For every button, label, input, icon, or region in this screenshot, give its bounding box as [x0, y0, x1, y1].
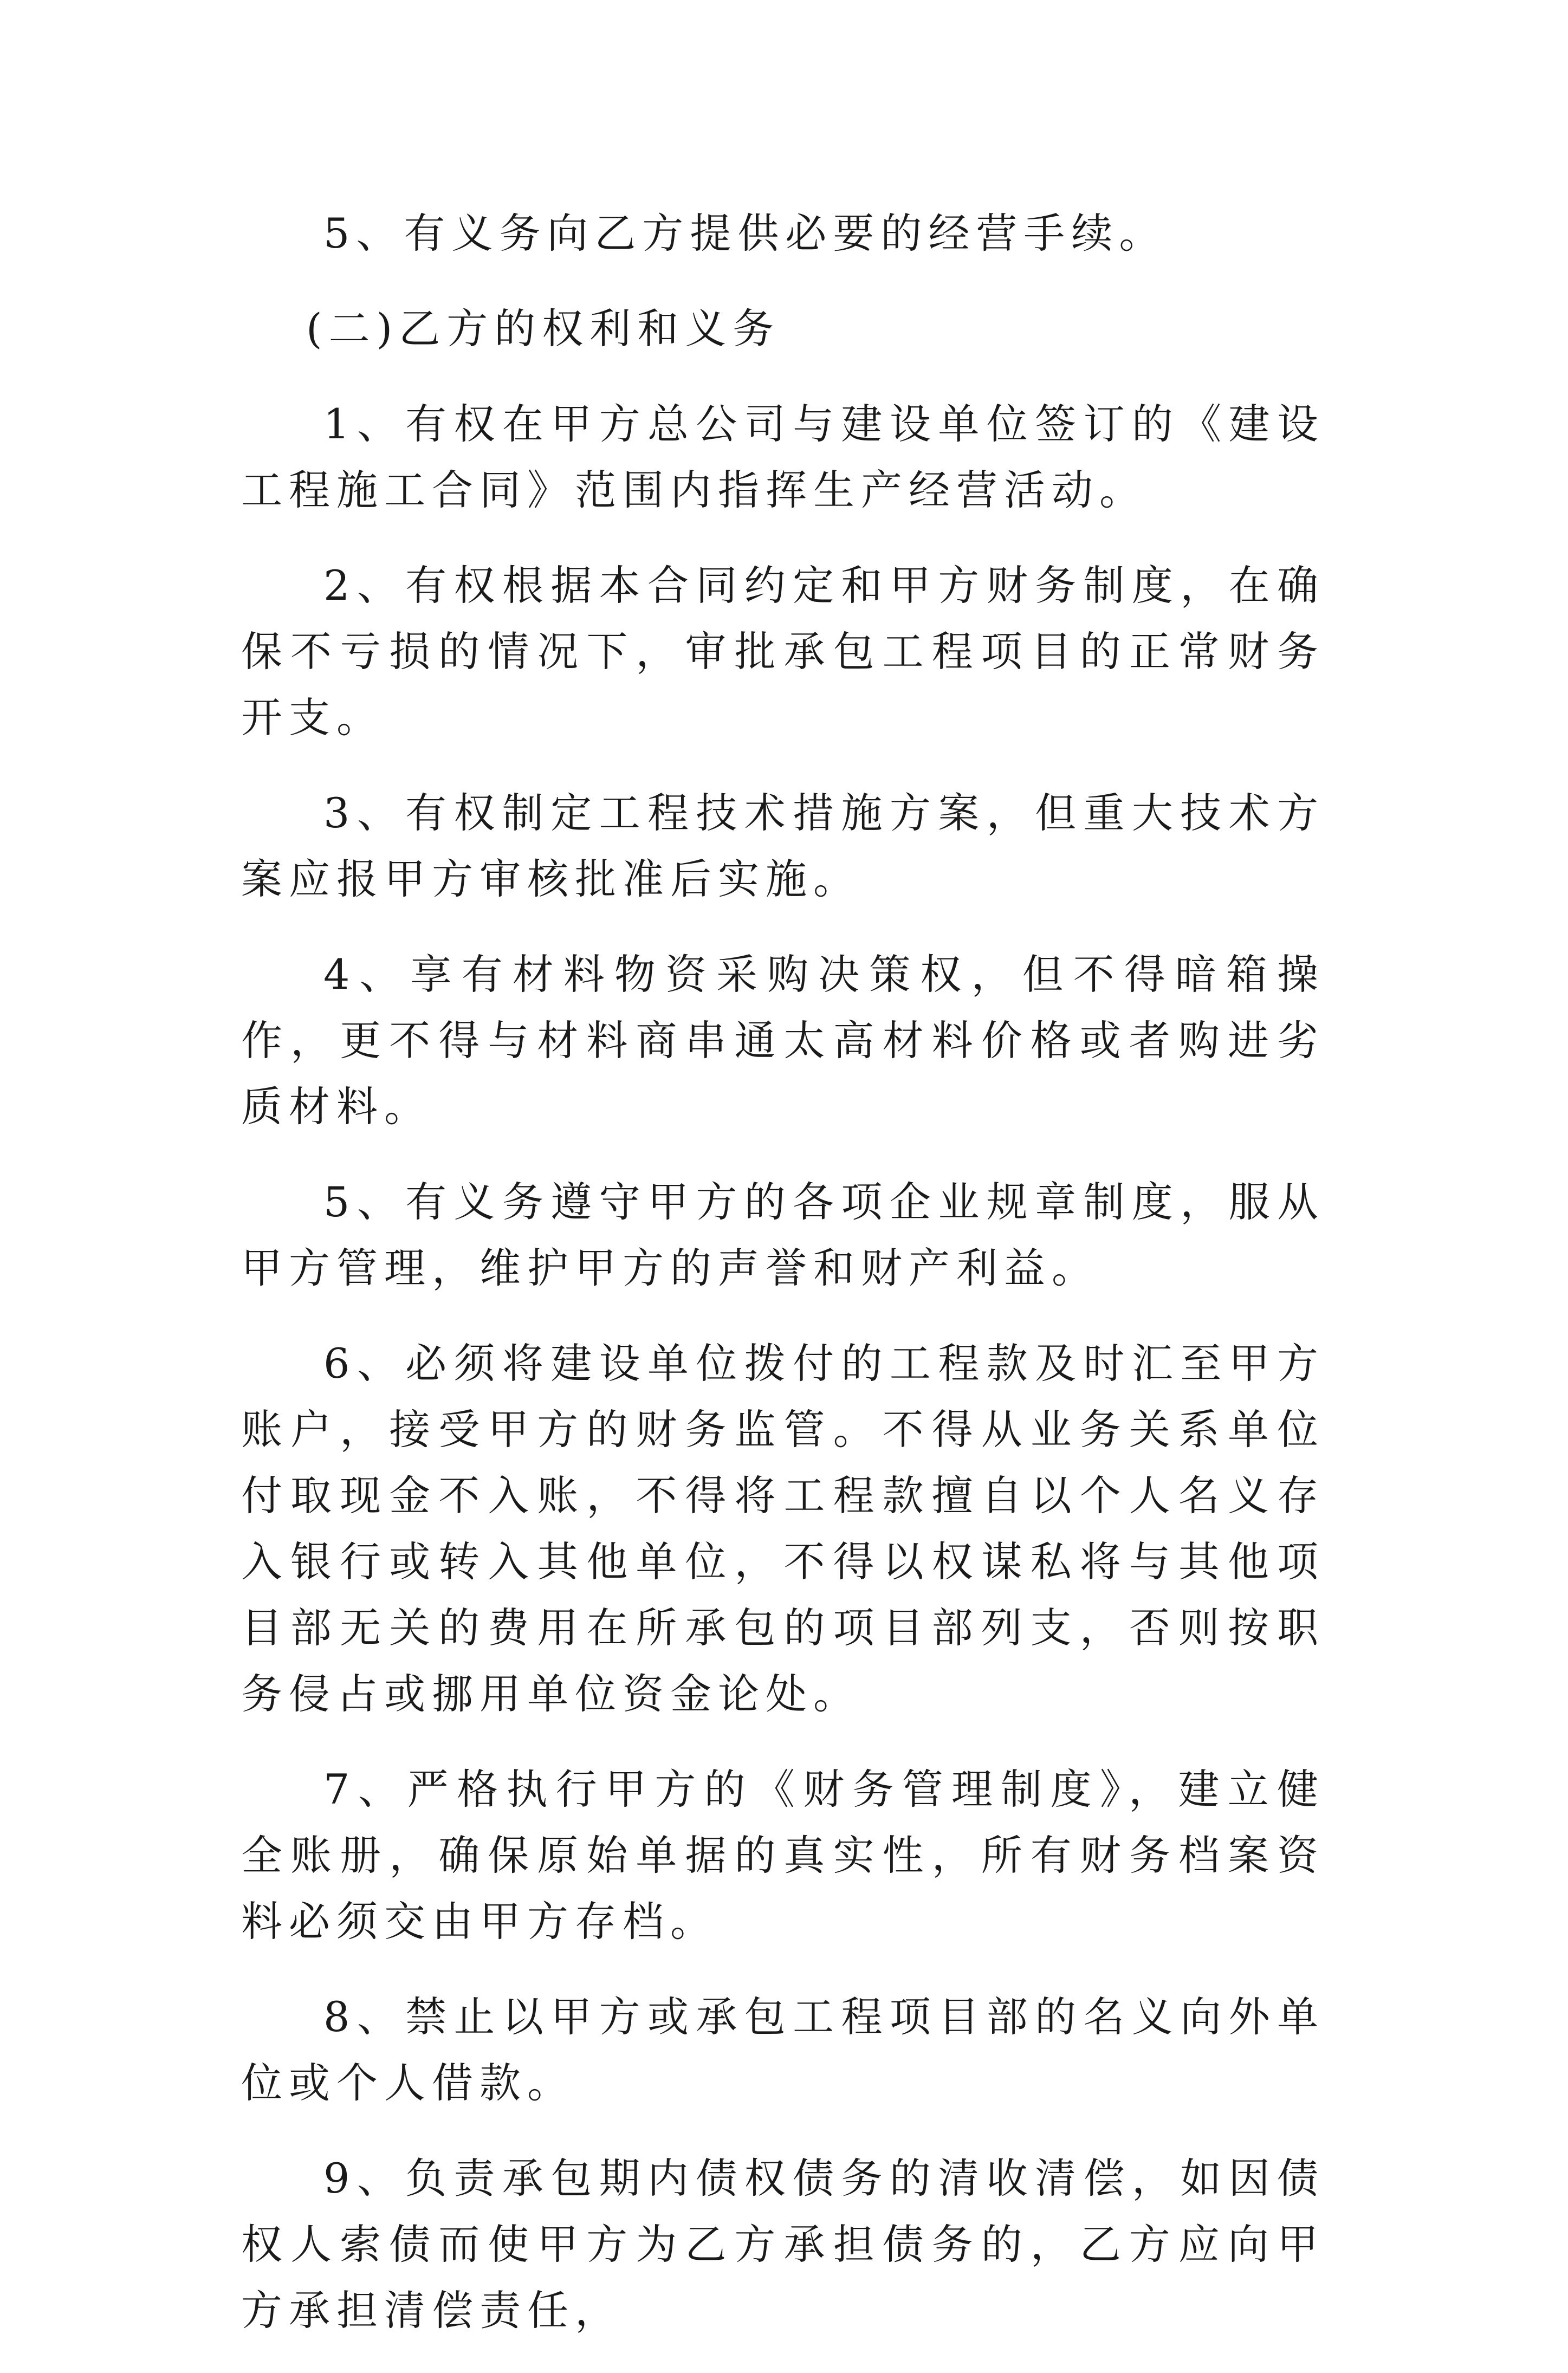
paragraph-9-debt-settlement: 9、负责承包期内债权债务的清收清偿，如因债权人索债而使甲方为乙方承担债务的，乙方应向甲方承担清偿责任， [241, 2154, 1325, 2335]
paragraph-4-procurement: 4、享有材料物资采购决策权，但不得暗箱操作，更不得与材料商串通太高材料价格或者购进劣质材料。 [241, 950, 1325, 1131]
paragraph-5-comply-regulations: 5、有义务遵守甲方的各项企业规章制度，服从甲方管理，维护甲方的声誉和财产利益。 [241, 1178, 1325, 1292]
paragraph-2-approve-expenses: 2、有权根据本合同约定和甲方财务制度，在确保不亏损的情况下，审批承包工程项目的正常财务开支。 [241, 561, 1325, 742]
paragraph-5-provide-procedures: 5、有义务向乙方提供必要的经营手续。 [323, 209, 1167, 257]
body-text [241, 200, 1325, 2373]
paragraph-6-remit-funds: 6、必须将建设单位拨付的工程款及时汇至甲方账户，接受甲方的财务监管。不得从业务关系单位付取现金不入账，不得将工程款擅自以个人名义存入银行或转入其他单位，不得以权谋私将与其他项目部无关的费用在所承包的项目部列支，否则按职务侵占或挪用单位资金论处。 [241, 1339, 1325, 1718]
section-heading-party-b-rights: (二)乙方的权利和义务 [306, 304, 781, 353]
paragraph-7-financial-management: 7、严格执行甲方的《财务管理制度》，建立健全账册，确保原始单据的真实性，所有财务档案资料必须交由甲方存档。 [241, 1765, 1325, 1946]
paragraph-8-no-borrowing: 8、禁止以甲方或承包工程项目部的名义向外单位或个人借款。 [241, 1993, 1325, 2107]
paragraph-3-technical-measures: 3、有权制定工程技术措施方案，但重大技术方案应报甲方审核批准后实施。 [241, 789, 1325, 903]
paragraph-1-direct-operations: 1、有权在甲方总公司与建设单位签订的《建设工程施工合同》范围内指挥生产经营活动。 [241, 400, 1325, 514]
